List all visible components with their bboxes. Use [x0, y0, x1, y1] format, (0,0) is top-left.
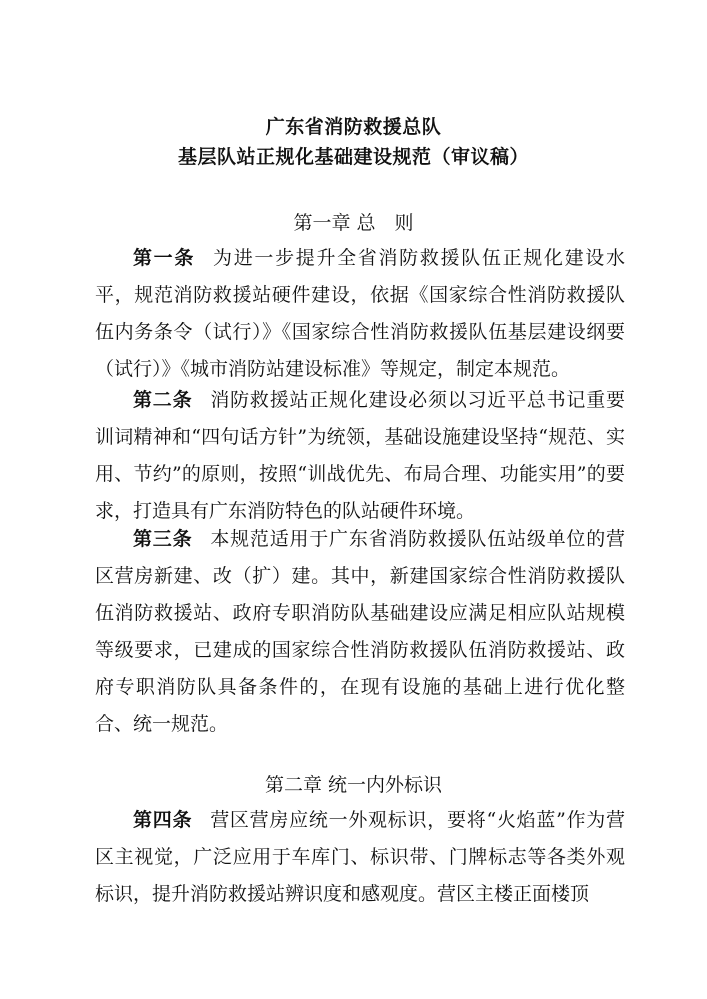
chapter-heading-2: 第二章 统一内外标识	[264, 774, 443, 796]
article-4-label: 第四条	[133, 809, 193, 831]
document-title-line1: 广东省消防救援总队	[265, 116, 442, 138]
chapter-heading-1: 第一章 总 则	[293, 212, 414, 234]
article-3	[95, 521, 625, 743]
article-1	[95, 240, 625, 388]
document-title-line2: 基层队站正规化基础建设规范（审议稿）	[177, 146, 529, 168]
article-3-text: 本规范适用于广东省消防救援队伍站级单位的营区营房新建、改（扩）建。其中，新建国家综合性消防救援队伍消防救援站、政府专职消防队基础建设应满足相应队站规模等级要求，已建成的国家综合性消防救援队伍消防救援站、政府专职消防队具备条件的，在现有设施的基础上进行优化整合、统一规范。	[95, 528, 625, 735]
article-3-label: 第三条	[133, 528, 193, 550]
article-4	[95, 802, 625, 913]
article-2-text: 消防救援站正规化建设必须以习近平总书记重要训词精神和“四句话方针”为统领，基础设施建设坚持“规范、实用、节约”的原则，按照“训战优先、布局合理、功能实用”的要求，打造具有广东消防特色的队站硬件环境。	[95, 389, 625, 522]
article-1-label: 第一条	[133, 247, 196, 269]
article-1-text: 为进一步提升全省消防救援队伍正规化建设水平，规范消防救援站硬件建设，依据《国家综合性消防救援队伍内务条令（试行）》《国家综合性消防救援队伍基层建设纲要（试行）》《城市消防站建设标准》等规定，制定本规范。	[95, 247, 625, 380]
article-2	[95, 382, 625, 530]
article-2-label: 第二条	[133, 389, 193, 411]
article-4-text: 营区营房应统一外观标识，要将“火焰蓝”作为营区主视觉，广泛应用于车库门、标识带、门牌标志等各类外观标识，提升消防救援站辨识度和感观度。营区主楼正面楼顶	[95, 809, 625, 905]
